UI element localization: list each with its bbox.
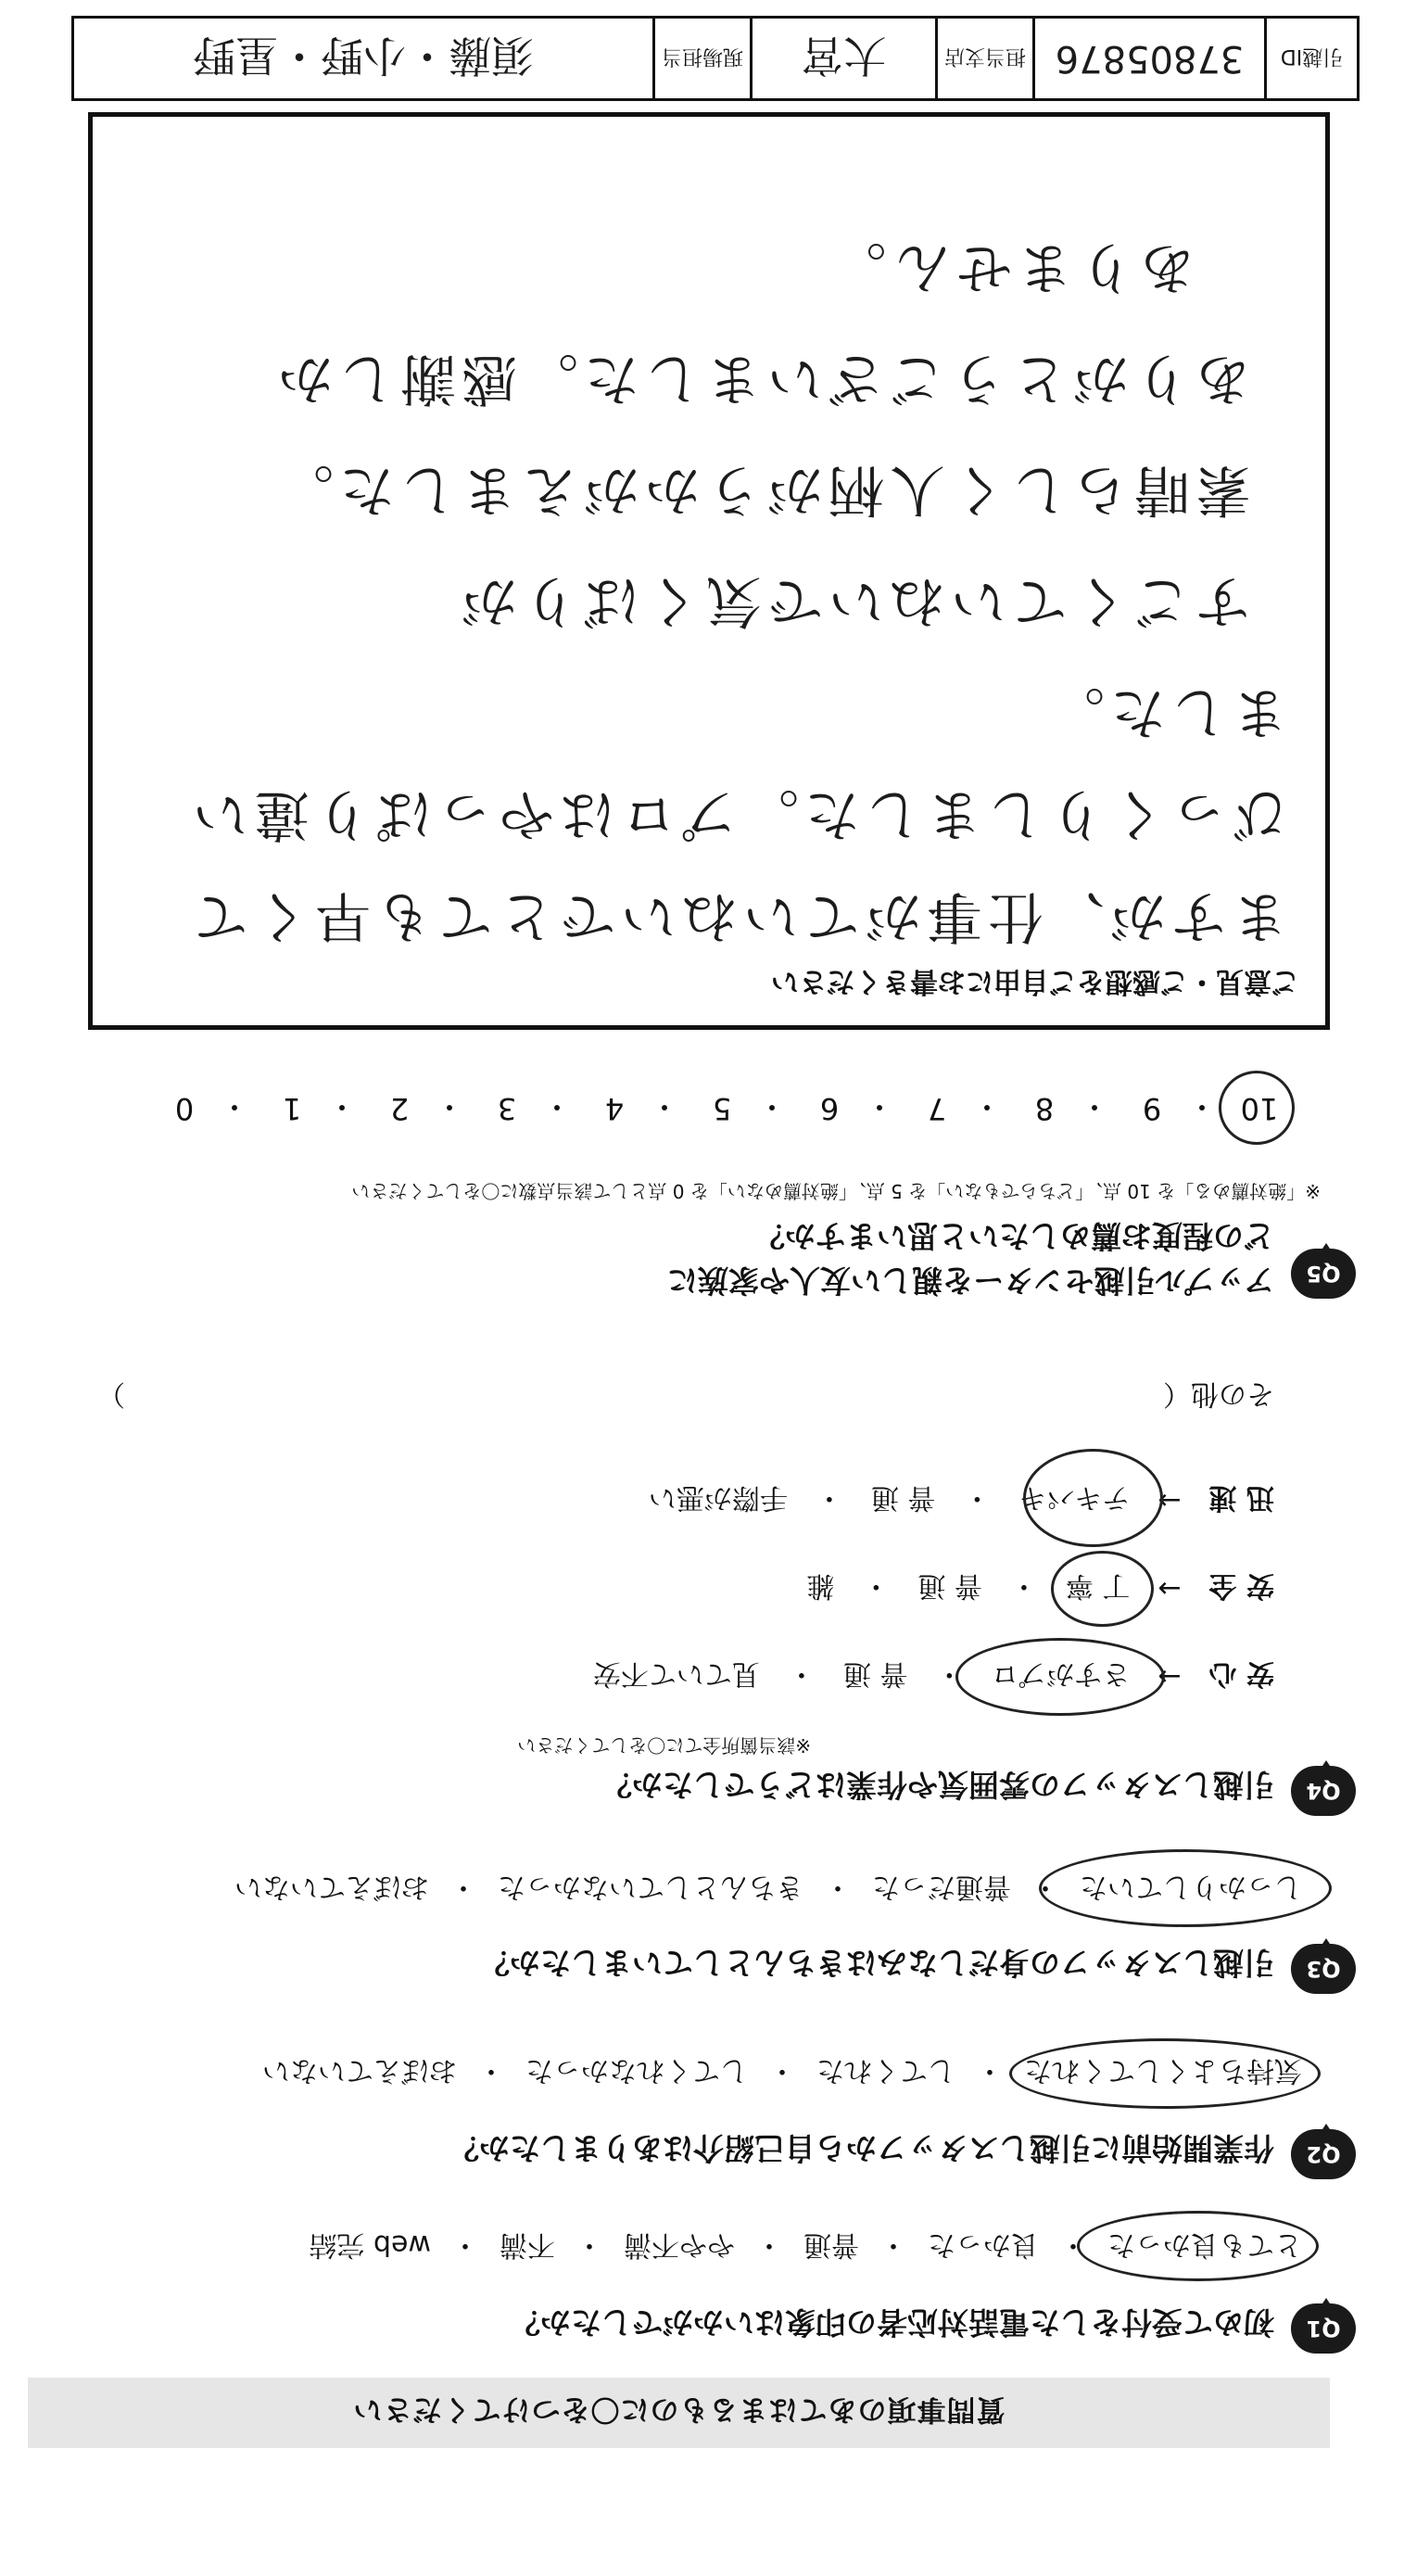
q3-answer-circle — [1039, 1849, 1332, 1927]
q3-option-1[interactable]: しっかりしていた — [1080, 1871, 1302, 1903]
instruction-banner — [28, 2378, 1330, 2448]
leader-label-cell — [652, 19, 750, 98]
id-label-cell — [1264, 19, 1357, 98]
q5-badge: Q5 — [1291, 1249, 1356, 1299]
leader-value-cell — [74, 19, 652, 98]
q5-score-6[interactable]: 6 — [819, 1091, 840, 1126]
q5-note: ※「絶対薦める」を 10 点、「どちらでもない」を 5 点、「絶対薦めない」を 0 点として該当点数に〇をしてください — [351, 1180, 1321, 1202]
comment-line-6: ありがとうございました。感謝しか — [272, 346, 1251, 411]
comment-line-2: びっくりしました。プロはやっぱり違い — [187, 781, 1288, 846]
q4-row-label: 迅 速 — [1208, 1481, 1274, 1514]
q5-answer-circle — [1219, 1071, 1295, 1145]
q4-anzen-option-3[interactable]: 雑 — [806, 1569, 835, 1602]
q2-option-4[interactable]: おぼえていない — [262, 2054, 457, 2087]
q3-option-2[interactable]: 普通だった — [872, 1871, 1011, 1903]
q5-score-0[interactable]: 0 — [174, 1091, 195, 1126]
arrow-icon: → — [1157, 1484, 1182, 1517]
q5-score-8[interactable]: 8 — [1034, 1091, 1055, 1126]
id-label: 引越ID — [1280, 44, 1344, 69]
q2-badge: Q2 — [1291, 2129, 1356, 2179]
q1-badge: Q1 — [1291, 2303, 1356, 2354]
q4-other — [1163, 1377, 1274, 1417]
q4-anshin-circle — [955, 1638, 1165, 1716]
arrow-icon: → — [1157, 1660, 1182, 1694]
id-table — [71, 16, 1360, 101]
q4-other-close: ） — [97, 1377, 125, 1410]
q1-answer-circle — [1077, 2211, 1319, 2281]
q2-option-3[interactable]: してくれなかった — [525, 2054, 748, 2087]
q2-question: 作業開始前に引越しスタッフから自己紹介はありましたか？ — [449, 2130, 1274, 2166]
comment-line-4: すごくていねいで気くばりが — [456, 568, 1251, 633]
branch-value: 大宮 — [801, 31, 887, 81]
q4-anzen-option-1[interactable]: 丁 寧 — [1065, 1569, 1131, 1602]
q4-jinsoku-option-3[interactable]: 手際が悪い — [648, 1481, 788, 1514]
q2-answer-circle — [1009, 2038, 1321, 2109]
q5-score-4[interactable]: 4 — [604, 1091, 625, 1126]
q2-option-1[interactable]: 気持ちよくしてくれた — [1024, 2054, 1302, 2087]
q5-score-7[interactable]: 7 — [927, 1091, 947, 1126]
q5-score-2[interactable]: 2 — [389, 1091, 410, 1126]
q4-anshin-option-3[interactable]: 見ていて不安 — [592, 1657, 760, 1690]
id-value-cell — [1032, 19, 1264, 98]
q1-option-1[interactable]: とても良かった — [1107, 2228, 1302, 2261]
q4-other-label: その他（ — [1163, 1377, 1274, 1410]
q5-score-3[interactable]: 3 — [497, 1091, 517, 1126]
q2-option-2[interactable]: してくれた — [816, 2054, 955, 2087]
comment-title: ご意見・ご感想をご自由にお書きください — [771, 965, 1299, 997]
q1-options: とても良かった ・ 良かった ・ 普通 ・ やや不満 ・ 不満 ・ web 完結 — [309, 2227, 1302, 2268]
q5-score-10[interactable]: 10 — [1240, 1091, 1279, 1126]
q1-option-4[interactable]: やや不満 — [624, 2228, 735, 2261]
comment-line-3: ました。 — [1044, 679, 1288, 744]
q1-option-5[interactable]: 不満 — [500, 2228, 555, 2261]
q3-question: 引越しスタッフの身だしなみはきちんとしていましたか？ — [479, 1945, 1274, 1981]
comment-line-5: 素晴らしく人柄がうかがえました。 — [272, 457, 1251, 522]
q4-anshin-option-2[interactable]: 普 通 — [842, 1657, 908, 1690]
q5-question-line2: どの程度お薦めしたいと思いますか？ — [754, 1218, 1274, 1254]
q3-option-3[interactable]: きちんとしていなかった — [498, 1871, 803, 1903]
q4-row-jinsoku: 迅 速 → テキパキ ・ 普 通 ・ 手際が悪い — [649, 1480, 1274, 1521]
q4-anzen-option-2[interactable]: 普 通 — [917, 1569, 982, 1602]
q4-note: ※該当箇所全てに〇をしてください — [517, 1734, 811, 1757]
id-value: 37805876 — [1055, 37, 1245, 80]
leader-value: 須藤・小野・星野 — [193, 31, 534, 81]
comment-line-7: ありません。 — [825, 235, 1195, 299]
q5-score-1[interactable]: 1 — [282, 1091, 302, 1126]
q4-row-anzen: 安 全 → 丁 寧 ・ 普 通 ・ 雑 — [806, 1568, 1274, 1609]
q4-row-label: 安 全 — [1208, 1569, 1274, 1602]
q1-option-6[interactable]: web 完結 — [309, 2228, 431, 2261]
q1-option-3[interactable]: 普通 — [803, 2228, 859, 2261]
q4-anzen-circle — [1051, 1551, 1154, 1627]
q4-row-anshin: 安 心 → さすがプロ ・ 普 通 ・ 見ていて不安 — [593, 1656, 1274, 1697]
q3-badge: Q3 — [1291, 1944, 1356, 1994]
q4-jinsoku-option-1[interactable]: テキパキ — [1018, 1481, 1131, 1514]
q2-options: 気持ちよくしてくれた ・ してくれた ・ してくれなかった ・ おぼえていない — [262, 2053, 1302, 2094]
instruction-text: 質問事項のあてはまるものに〇をつけてください — [352, 2392, 1006, 2427]
branch-value-cell — [750, 19, 935, 98]
q4-jinsoku-circle — [1023, 1449, 1163, 1547]
q5-question-line1: アップル引越センターを親しい友人や家族に — [666, 1263, 1274, 1299]
q4-anshin-option-1[interactable]: さすがプロ — [991, 1657, 1131, 1690]
q3-options: しっかりしていた ・ 普通だった ・ きちんとしていなかった ・ おぼえていない — [234, 1870, 1302, 1910]
q1-question: 初めて受付をした電話対応者の印象はいかがでしたか？ — [510, 2304, 1274, 2341]
q3-option-4[interactable]: おぼえていない — [234, 1871, 429, 1903]
comment-box[interactable] — [88, 112, 1330, 1030]
q4-question: 引越しスタッフの雰囲気や作業はどうでしたか？ — [601, 1767, 1274, 1803]
leader-label: 現場担当 — [662, 44, 744, 69]
q5-score-9[interactable]: 9 — [1142, 1091, 1162, 1126]
arrow-icon: → — [1157, 1572, 1182, 1605]
q1-option-2[interactable]: 良かった — [928, 2228, 1039, 2261]
q5-scale: 10 ・ 9 ・ 8 ・ 7 ・ 6 ・ 5 ・ 4 ・ 3 ・ 2 ・ 1 ・ 0 — [142, 1087, 1302, 1130]
comment-line-1: ますが、仕事がていねいでとても早くて — [187, 883, 1288, 948]
q4-row-label: 安 心 — [1208, 1657, 1274, 1690]
q4-jinsoku-option-2[interactable]: 普 通 — [870, 1481, 936, 1514]
branch-label-cell — [935, 19, 1032, 98]
q5-score-5[interactable]: 5 — [712, 1091, 732, 1126]
q4-badge: Q4 — [1291, 1766, 1356, 1816]
branch-label: 担当支店 — [944, 44, 1027, 69]
